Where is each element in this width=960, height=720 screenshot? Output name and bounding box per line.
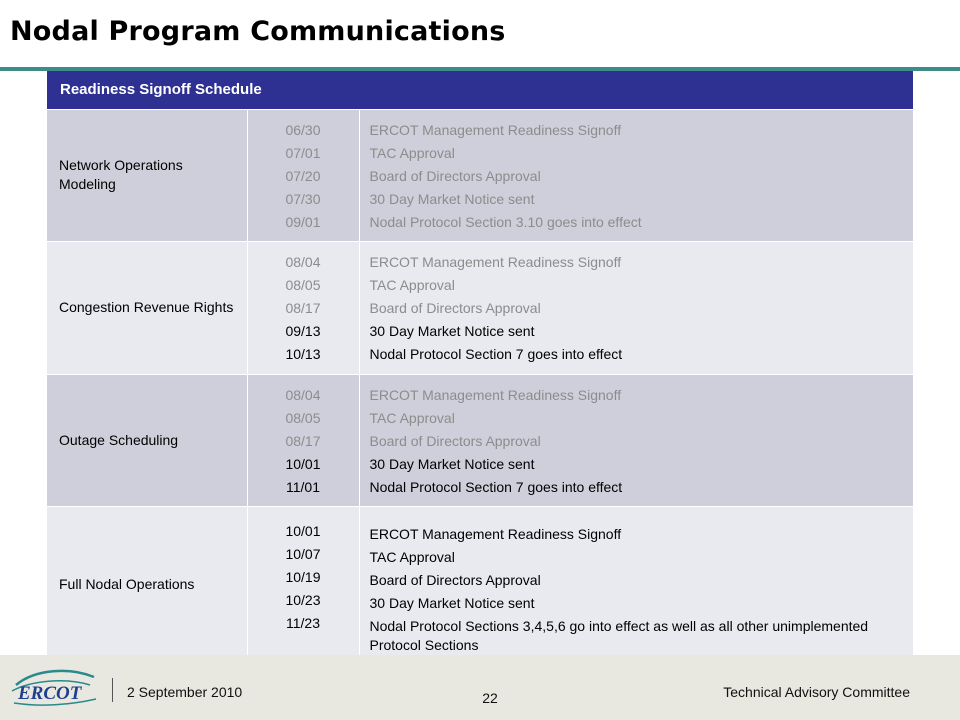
- milestone-event: Nodal Protocol Section 3.10 goes into effect: [369, 213, 642, 230]
- milestone-event: 30 Day Market Notice sent: [369, 190, 535, 207]
- table-row: [47, 109, 913, 241]
- footer-committee: Technical Advisory Committee: [723, 684, 910, 700]
- dates-cell: [247, 109, 359, 241]
- milestone-event: Board of Directors Approval: [369, 432, 541, 449]
- milestone-event: Board of Directors Approval: [369, 299, 541, 316]
- milestone-event: 30 Day Market Notice sent: [369, 594, 535, 611]
- milestone-event: ERCOT Management Readiness Signoff: [369, 121, 622, 138]
- milestone-date: 07/20: [285, 167, 321, 184]
- program-name: Outage Scheduling: [47, 374, 247, 506]
- readiness-schedule-table: [47, 71, 913, 663]
- milestone-date: 10/13: [285, 345, 321, 362]
- milestone-date: 08/04: [285, 253, 321, 270]
- table-row: [47, 374, 913, 506]
- milestone-event: 30 Day Market Notice sent: [369, 322, 535, 339]
- milestone-date: 08/04: [285, 386, 321, 403]
- milestone-event: TAC Approval: [369, 409, 455, 426]
- table-row: [47, 241, 913, 374]
- milestone-date: 08/17: [285, 432, 321, 449]
- milestone-date: 11/23: [286, 614, 320, 631]
- program-name: Full Nodal Operations: [47, 506, 247, 662]
- milestone-date: 11/01: [286, 478, 320, 495]
- milestone-date: 08/05: [285, 276, 321, 293]
- milestone-event: Board of Directors Approval: [369, 571, 541, 588]
- footer-date: 2 September 2010: [127, 684, 243, 700]
- milestone-date: 08/05: [285, 409, 321, 426]
- page-title: Nodal Program Communications: [10, 16, 506, 47]
- milestone-date: 10/19: [285, 568, 321, 585]
- milestone-event: ERCOT Management Readiness Signoff: [369, 386, 622, 403]
- milestone-date: 10/23: [285, 591, 321, 608]
- dates-cell: [247, 506, 359, 662]
- milestone-event: 30 Day Market Notice sent: [369, 455, 535, 472]
- events-cell: [359, 109, 913, 241]
- milestone-date: 09/13: [285, 322, 321, 339]
- table-row: [47, 506, 913, 662]
- milestone-event: TAC Approval: [369, 548, 455, 565]
- program-name: Congestion Revenue Rights: [47, 241, 247, 374]
- milestone-event: Nodal Protocol Section 7 goes into effect: [369, 345, 623, 362]
- milestone-date: 10/07: [285, 545, 321, 562]
- milestone-date: 09/01: [285, 213, 321, 230]
- milestone-event: TAC Approval: [369, 144, 455, 161]
- ercot-logo: [10, 665, 100, 709]
- events-cell: [359, 374, 913, 506]
- events-cell: [359, 241, 913, 374]
- footer-divider: [112, 678, 113, 702]
- dates-cell: [247, 374, 359, 506]
- milestone-event: ERCOT Management Readiness Signoff: [369, 253, 622, 270]
- milestone-event: TAC Approval: [369, 276, 455, 293]
- milestone-event: ERCOT Management Readiness Signoff: [369, 525, 622, 542]
- dates-cell: [247, 241, 359, 374]
- milestone-date: 10/01: [285, 455, 321, 472]
- program-name: Network Operations Modeling: [47, 109, 247, 241]
- milestone-date: 08/17: [285, 299, 321, 316]
- milestone-date: 06/30: [285, 121, 321, 138]
- milestone-event: Board of Directors Approval: [369, 167, 541, 184]
- milestone-date: 10/01: [285, 522, 321, 539]
- milestone-date: 07/01: [285, 144, 321, 161]
- page-number: 22: [482, 690, 498, 706]
- ercot-logo-text: ERCOT: [18, 683, 82, 704]
- milestone-date: 07/30: [285, 190, 321, 207]
- milestone-event: Nodal Protocol Sections 3,4,5,6 go into effect as well as all other unimplemented Protocol Sections: [369, 617, 869, 653]
- table-header: Readiness Signoff Schedule: [47, 71, 913, 109]
- milestone-event: Nodal Protocol Section 7 goes into effect: [369, 478, 623, 495]
- events-cell: [359, 506, 913, 662]
